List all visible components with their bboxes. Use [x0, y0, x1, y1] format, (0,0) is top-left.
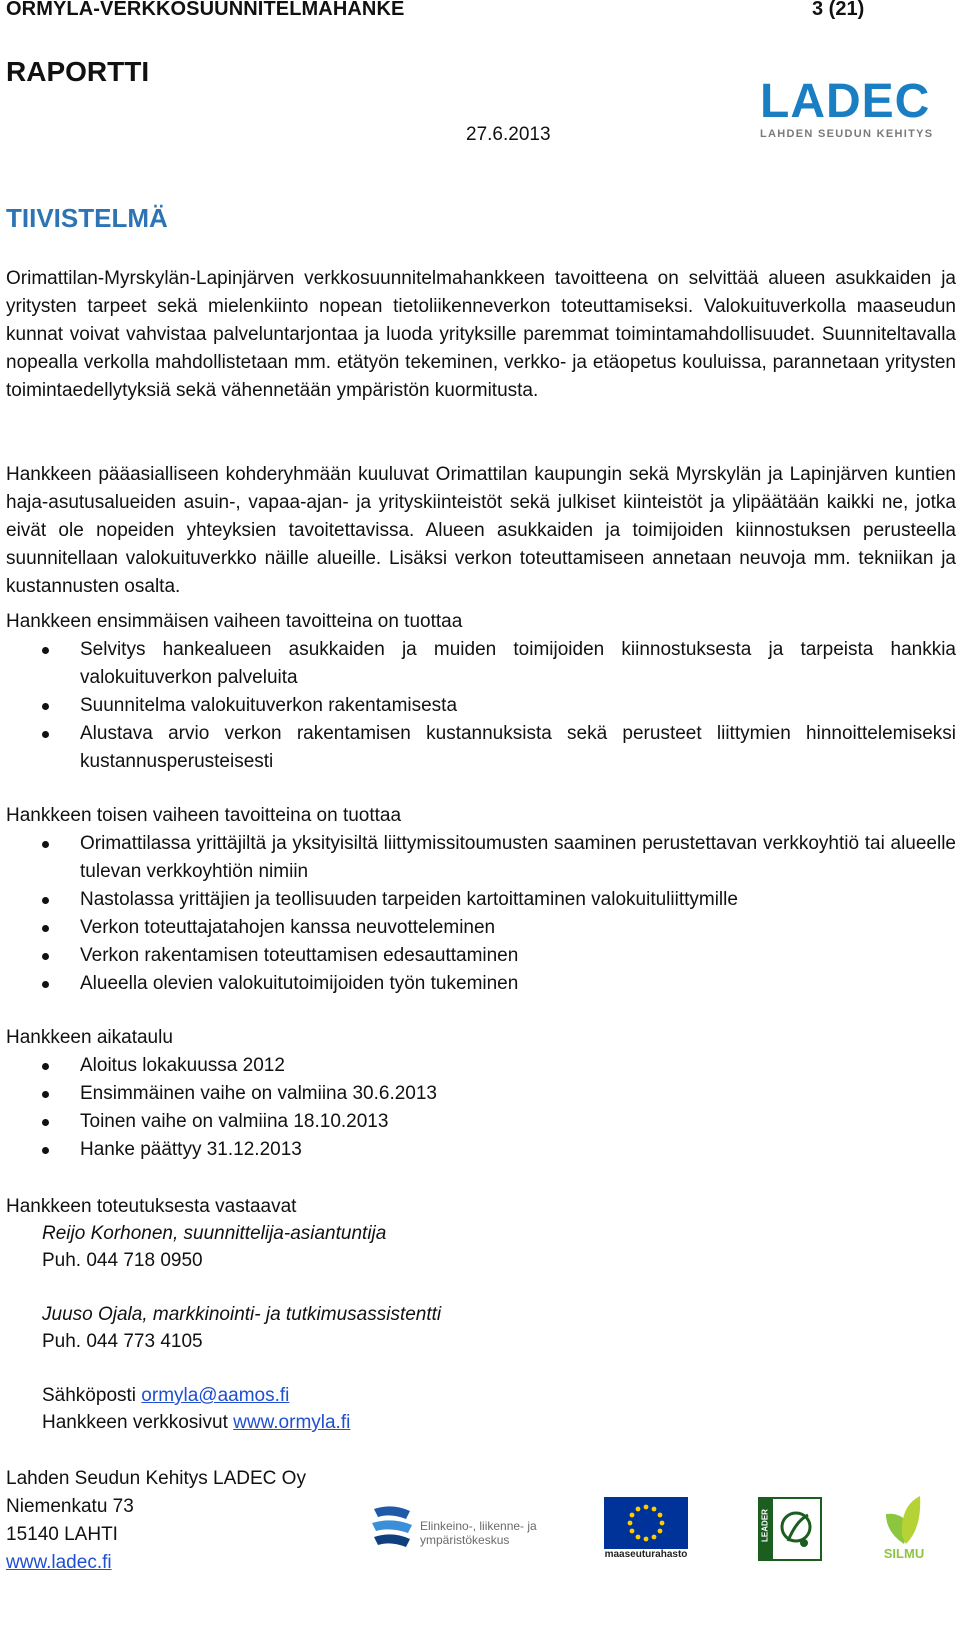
email-line — [42, 1382, 289, 1410]
page-number: 3 (21) — [812, 0, 865, 20]
ladec-logo — [760, 75, 952, 144]
summary-heading: TIIVISTELMÄ — [6, 203, 168, 233]
list-item: Verkon toteuttajatahojen kanssa neuvotteleminen — [0, 914, 956, 942]
list-item: Hanke päättyy 31.12.2013 — [0, 1136, 956, 1164]
list-item: Alueella olevien valokuitutoimijoiden työn tukeminen — [0, 970, 956, 998]
leader-logo — [758, 1497, 822, 1561]
footer-company: Lahden Seudun Kehitys LADEC Oy — [6, 1468, 306, 1489]
silmu-leaf-icon — [880, 1492, 928, 1546]
summary-paragraph-2: Hankkeen pääasialliseen kohderyhmään kuuluvat Orimattilan kaupungin sekä Myrskylän ja Lapinjärven kuntien haja-asutusalueiden asuin-, vapaa-ajan- ja yrityskiinteistöt sekä julkiset kiinteistöt ja ylipäätään kaikki ne, jotka eivät ole nopeiden yhteyksien tavoitettavissa. Alueen asukkaiden ja toimijoiden kiinnostuksen perusteella suunnitellaan valokuituverkko näille alueille. Lisäksi verkon toteuttamiseen annetaan neuvoja mm. tekniikan ja kustannusten osalta. — [6, 464, 956, 597]
phase1-heading: Hankkeen ensimmäisen vaiheen tavoitteina on tuottaa — [6, 611, 463, 632]
ely-emblem-icon — [370, 1503, 414, 1549]
list-item: Aloitus lokakuussa 2012 — [0, 1052, 956, 1080]
footer-street: Niemenkatu 73 — [6, 1496, 134, 1517]
email-link[interactable]: ormyla@aamos.fi — [141, 1385, 290, 1406]
ely-logo — [370, 1503, 570, 1553]
contact-person-2-phone: Puh. 044 773 4105 — [42, 1331, 203, 1352]
silmu-logo — [880, 1492, 928, 1564]
contact-person-2-name: Juuso Ojala, markkinointi- ja tutkimusassistentti — [42, 1304, 442, 1325]
footer-address — [6, 1465, 306, 1577]
list-item: Suunnitelma valokuituverkon rakentamisesta — [0, 692, 956, 720]
schedule-list — [0, 1052, 956, 1164]
list-item: Nastolassa yrittäjien ja teollisuuden tarpeiden kartoittaminen valokuituliittymille — [0, 886, 956, 914]
phase1-list — [0, 636, 956, 776]
silmu-logo-text: SILMU — [883, 1546, 925, 1561]
list-item: Ensimmäinen vaihe on valmiina 30.6.2013 — [0, 1080, 956, 1108]
eu-flag-icon — [604, 1497, 688, 1549]
list-item: Alustava arvio verkon rakentamisen kustannuksista sekä perusteet liittymien hinnoittelemiseksi kustannusperusteisesti — [0, 720, 956, 776]
website-link[interactable]: www.ormyla.fi — [233, 1412, 351, 1433]
list-item: Verkon rakentamisen toteuttamisen edesauttaminen — [0, 942, 956, 970]
list-item: Orimattilassa yrittäjiltä ja yksityisiltä liittymissitoumusten saaminen perustettavan verkkoyhtiö tai alueelle tulevan verkkoyhtiön nimiin — [0, 830, 956, 886]
email-label: Sähköposti — [42, 1385, 137, 1406]
ladec-logo-tagline: LAHDEN SEUDUN KEHITYS — [760, 128, 934, 140]
leader-logo-text: LEADER — [760, 1509, 770, 1542]
eu-logo — [604, 1497, 688, 1563]
ladec-logo-word: LADEC — [760, 75, 931, 128]
list-item: Selvitys hankealueen asukkaiden ja muiden toimijoiden kiinnostuksesta ja tarpeista hankkia valokuituverkon palveluita — [0, 636, 956, 692]
contact-person-1-name: Reijo Korhonen, suunnittelija-asiantuntija — [42, 1223, 387, 1244]
phase2-heading: Hankkeen toisen vaiheen tavoitteina on tuottaa — [6, 805, 402, 826]
phase2-list — [0, 830, 956, 998]
ely-logo-text: Elinkeino-, liikenne- ja ympäristökeskus — [420, 1519, 537, 1547]
report-date: 27.6.2013 — [466, 124, 551, 145]
list-item: Toinen vaihe on valmiina 18.10.2013 — [0, 1108, 956, 1136]
footer-website-link[interactable]: www.ladec.fi — [6, 1552, 112, 1573]
report-title: RAPORTTI — [6, 56, 150, 87]
header-title: ORMYLA-VERKKOSUUNNITELMAHANKE — [6, 0, 405, 20]
summary-paragraph-1: Orimattilan-Myrskylän-Lapinjärven verkkosuunnitelmahankkeen tavoitteena on selvittää alueen asukkaiden ja yritysten tarpeet sekä mielenkiinto nopean tietoliikenneverkon toteuttamiseksi. Valokuituverkolla maaseudun kunnat voivat vahvistaa palveluntarjontaa ja luoda yrityksille paremmat toimintamahdollisuudet. Suunniteltavalla nopealla verkolla mahdollistetaan mm. etätyön tekeminen, verkko- ja etäopetus kouluissa, parannetaan yritysten toimintaedellytyksiä sekä vähennetään ympäristön kuormitusta. — [6, 268, 956, 401]
contact-person-1-phone: Puh. 044 718 0950 — [42, 1250, 203, 1271]
website-line — [42, 1409, 350, 1437]
eu-logo-text: maaseuturahasto — [604, 1549, 688, 1560]
schedule-heading: Hankkeen aikataulu — [6, 1027, 173, 1048]
footer-city: 15140 LAHTI — [6, 1524, 118, 1545]
website-label: Hankkeen verkkosivut — [42, 1412, 228, 1433]
responsible-heading: Hankkeen toteutuksesta vastaavat — [6, 1196, 297, 1217]
